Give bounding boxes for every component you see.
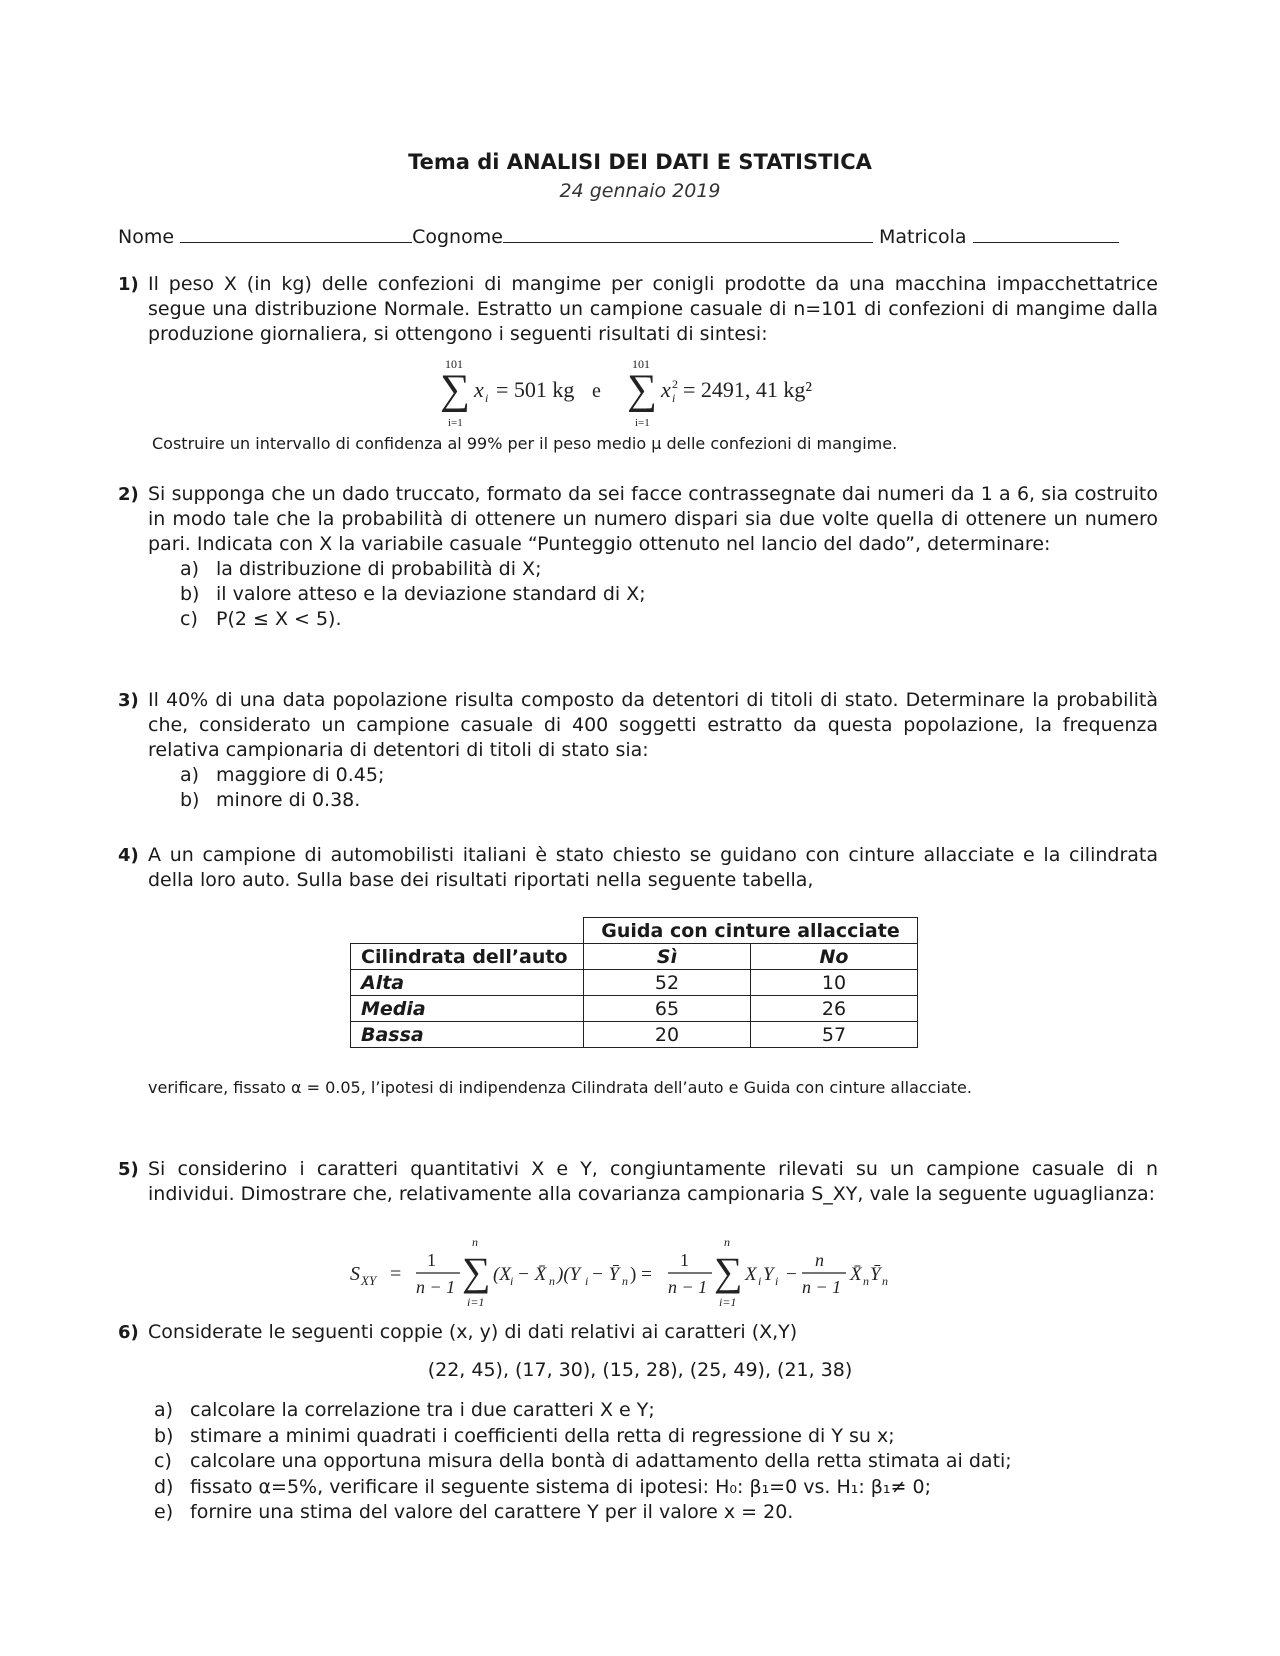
sum2-symbol: ∑ <box>627 367 657 413</box>
sum1-symbol: ∑ <box>440 367 470 413</box>
svg-text:n − 1: n − 1 <box>668 1277 708 1297</box>
svg-text:Ȳ: Ȳ <box>870 1264 881 1285</box>
list-item: a) maggiore di 0.45; <box>180 764 385 786</box>
svg-text:i: i <box>775 1274 779 1288</box>
table-col-no: No <box>751 944 918 970</box>
question-number: 1) <box>118 274 139 295</box>
question-number: 6) <box>118 1322 139 1343</box>
nome-label: Nome <box>118 226 175 248</box>
svg-text:− X̄: − X̄ <box>517 1264 547 1285</box>
svg-text:X: X <box>745 1264 757 1285</box>
list-item: b) minore di 0.38. <box>180 789 361 811</box>
sum2-upper: 101 <box>632 358 650 371</box>
sum2-lower: i=1 <box>635 417 650 428</box>
table-group-header: Guida con cinture allacciate <box>584 918 918 944</box>
svg-text:1: 1 <box>427 1250 436 1270</box>
question-text: Il peso X (in kg) delle confezioni di mangime per conigli prodotte da una macchina impacchettatrice segue una distribuzione Normale. Estratto un campione casuale di n=101 di confezioni di mangime dalla produzione giornaliera, si ottengono i seguenti risultati di sintesi: <box>148 273 1158 345</box>
svg-text:n: n <box>882 1274 888 1288</box>
list-item: b) stimare a minimi quadrati i coefficienti della retta di regressione di Y su x; <box>154 1424 895 1447</box>
svg-text:1: 1 <box>680 1250 689 1270</box>
question-3 <box>118 688 1158 813</box>
list-item: c) P(2 ≤ X < 5). <box>180 608 342 630</box>
svg-text:n: n <box>863 1274 869 1288</box>
svg-text:n − 1: n − 1 <box>802 1277 842 1297</box>
svg-text:i=1: i=1 <box>719 1295 737 1309</box>
question-5 <box>118 1157 1158 1207</box>
question-6 <box>118 1320 1158 1345</box>
list-item: a) la distribuzione di probabilità di X; <box>180 558 542 580</box>
cognome-label: Cognome <box>412 226 503 248</box>
cognome-field[interactable] <box>503 224 873 243</box>
svg-text:n: n <box>815 1250 824 1270</box>
svg-text:n: n <box>622 1274 628 1288</box>
svg-text:i=1: i=1 <box>467 1295 485 1309</box>
table-row: Bassa 20 57 <box>351 1022 918 1048</box>
svg-text:XY: XY <box>361 1273 377 1288</box>
table-col-si: Sì <box>584 944 751 970</box>
svg-text:n − 1: n − 1 <box>416 1277 456 1297</box>
q4-after: verificare, fissato α = 0.05, l’ipotesi di indipendenza Cilindrata dell’auto e Guida con cinture allacciate. <box>148 1078 972 1097</box>
matricola-label: Matricola <box>878 226 967 248</box>
question-number: 5) <box>118 1159 139 1180</box>
covariance-formula-svg <box>350 1235 930 1309</box>
svg-text:) =: ) = <box>630 1264 652 1285</box>
contingency-table <box>350 917 918 1048</box>
sum2-sup: 2 <box>672 377 678 391</box>
list-item: a) calcolare la correlazione tra i due caratteri X e Y; <box>154 1399 655 1421</box>
svg-text:Y: Y <box>763 1264 774 1285</box>
exam-title: Tema di ANALISI DEI DATI E STATISTICA <box>408 150 872 174</box>
sum2-value: = 2491, 41 kg² <box>683 377 813 402</box>
svg-text:n: n <box>724 1235 730 1249</box>
table-row: Media 65 26 <box>351 996 918 1022</box>
list-item: b) il valore atteso e la deviazione standard di X; <box>180 583 646 605</box>
nome-field[interactable] <box>180 224 412 243</box>
table-row-header: Cilindrata dell’auto <box>351 944 584 970</box>
svg-text:i: i <box>585 1274 589 1288</box>
matricola-field[interactable] <box>973 224 1119 243</box>
question-number: 3) <box>118 690 139 711</box>
exam-date: 24 gennaio 2019 <box>559 180 721 202</box>
list-item: c) calcolare una opportuna misura della bontà di adattamento della retta stimata ai dati; <box>154 1450 1012 1472</box>
student-info-row <box>118 224 1158 248</box>
svg-text:n: n <box>472 1235 478 1249</box>
svg-text:i: i <box>758 1274 762 1288</box>
svg-text:)(Y: )(Y <box>557 1264 581 1285</box>
question-text: Il 40% di una data popolazione risulta composto da detentori di titoli di stato. Determinare la probabilità che, considerato un campione casuale di 400 soggetti estratto da questa popolazione, la frequenza relativa campionaria di detentori di titoli di stato sia: <box>148 689 1158 761</box>
q1-task: Costruire un intervallo di confidenza al 99% per il peso medio μ delle confezioni di mangime. <box>152 434 898 453</box>
sum1-sub: i <box>485 391 489 405</box>
table-row: Alta 52 10 <box>351 970 918 996</box>
sum1-lower: i=1 <box>448 417 463 428</box>
svg-text:=: = <box>390 1263 402 1285</box>
svg-text:(X: (X <box>493 1264 511 1285</box>
q1-formula-svg <box>440 358 860 428</box>
sum1-upper: 101 <box>445 358 463 371</box>
question-number: 4) <box>118 845 139 866</box>
svg-text:X̄: X̄ <box>850 1264 862 1285</box>
list-item: d) fissato α=5%, verificare il seguente sistema di ipotesi: H₀: β₁=0 vs. H₁: β₁≠ 0; <box>154 1475 931 1498</box>
q5-formula <box>350 1235 930 1309</box>
question-1 <box>118 272 1158 347</box>
question-text: A un campione di automobilisti italiani è stato chiesto se guidano con cinture allacciate e la cilindrata della loro auto. Sulla base dei risultati riportati nella seguente tabella, <box>148 844 1158 891</box>
svg-text:i: i <box>510 1274 514 1288</box>
question-text: Si considerino i caratteri quantitativi X e Y, congiuntamente rilevati su un campione casuale di n individui. Dimostrare che, relativamente alla covarianza campionaria S_XY, vale la seguente uguaglianza: <box>148 1158 1158 1205</box>
svg-text:S: S <box>350 1263 360 1285</box>
svg-text:∑: ∑ <box>462 1249 491 1294</box>
sum2-var: x <box>661 377 671 402</box>
question-text: Considerate le seguenti coppie (x, y) di dati relativi ai caratteri (X,Y) <box>148 1321 798 1343</box>
sum2-sub: i <box>672 391 676 405</box>
question-4 <box>118 843 1158 893</box>
svg-text:n: n <box>549 1274 555 1288</box>
q6-items <box>118 1398 1158 1526</box>
formula-and: e <box>592 380 601 402</box>
question-number: 2) <box>118 484 139 505</box>
sum1-value: = 501 kg <box>496 377 575 402</box>
svg-text:− Ȳ: − Ȳ <box>591 1264 620 1285</box>
question-2 <box>118 482 1158 632</box>
question-text: Si supponga che un dado truccato, formato da sei facce contrassegnate dai numeri da 1 a 6, sia costruito in modo tale che la probabilità di ottenere un numero dispari sia due volte quella di ottenere un numero pari. Indicata con X la variabile casuale “Punteggio ottenuto nel lancio del dado”, determinare: <box>148 483 1158 555</box>
svg-text:∑: ∑ <box>714 1249 743 1294</box>
data-pairs: (22, 45), (17, 30), (15, 28), (25, 49), (21, 38) <box>427 1359 853 1381</box>
q1-formula <box>440 358 860 428</box>
sum1-var: x <box>474 377 484 402</box>
list-item: e) fornire una stima del valore del carattere Y per il valore x = 20. <box>154 1501 794 1523</box>
svg-text:−: − <box>786 1264 797 1285</box>
